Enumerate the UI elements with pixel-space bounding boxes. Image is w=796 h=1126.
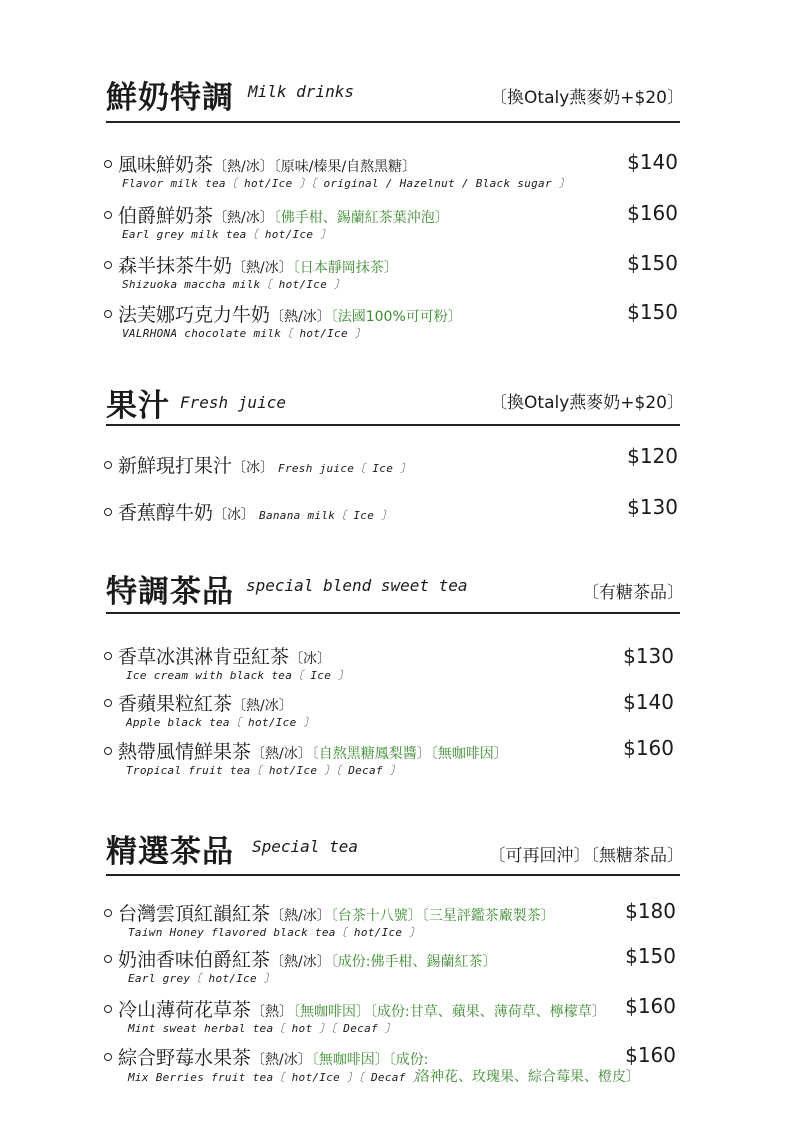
bullet-icon — [104, 699, 112, 707]
item-name-en: Ice cream with black tea〔 Ice 〕 — [126, 669, 350, 682]
item-name-en: VALRHONA chocolate milk〔 hot/Ice 〕 — [122, 327, 367, 340]
item-name: 奶油香味伯爵紅茶 — [118, 949, 271, 971]
item-option: 〔熱/冰〕 — [232, 698, 293, 714]
item-extra: 〔法國100%可可粉〕 — [330, 309, 462, 325]
item-option: 〔熱/冰〕 — [232, 260, 293, 276]
section-divider — [106, 121, 680, 123]
item-name: 香蕉醇牛奶 — [118, 502, 214, 524]
bullet-icon — [104, 747, 112, 755]
item-name-en: Mix Berries fruit tea〔 hot/Ice 〕〔 Decaf 〕 — [128, 1071, 424, 1084]
item-option: 〔冰〕 — [289, 651, 332, 667]
item-option: 〔熱〕 — [251, 1004, 294, 1020]
bullet-icon — [104, 310, 112, 318]
bullet-icon — [104, 160, 112, 168]
bullet-icon — [104, 211, 112, 219]
item-name-en: Flavor milk tea〔 hot/Ice 〕〔 original / Hazelnut / Black sugar 〕 — [122, 177, 571, 190]
item-price: $130 — [623, 644, 674, 668]
item-name: 風味鮮奶茶 — [118, 154, 214, 176]
section-note: 〔換Otaly燕麥奶+$20〕 — [490, 88, 684, 108]
item-name: 香蘋果粒紅茶 — [118, 693, 233, 715]
section-title-en: Special tea — [252, 837, 358, 856]
item-name: 香草冰淇淋肯亞紅茶 — [118, 646, 290, 668]
item-extra: 〔無咖啡因〕〔成份: — [311, 1052, 429, 1068]
section-divider — [106, 874, 680, 876]
bullet-icon — [104, 909, 112, 917]
section-title-en: Milk drinks — [248, 82, 354, 101]
bullet-icon — [104, 1005, 112, 1013]
item-name-en: Tropical fruit tea〔 hot/Ice 〕〔 Decaf 〕 — [126, 764, 402, 777]
item-extra: 〔無咖啡因〕〔成份:甘草、蘋果、薄荷草、檸檬草〕 — [293, 1004, 606, 1020]
item-price: $130 — [627, 495, 678, 519]
item-option: 〔熱/冰〕 — [270, 309, 331, 325]
section-title: 精選茶品 — [106, 834, 234, 870]
item-name: 森半抹茶牛奶 — [118, 255, 233, 277]
item-option: 〔冰〕 — [232, 460, 275, 476]
item-name: 台灣雲頂紅韻紅茶 — [118, 903, 271, 925]
item-name-en: Fresh juice〔 Ice 〕 — [278, 462, 412, 475]
bullet-icon — [104, 955, 112, 963]
item-name: 熱帶風情鮮果茶 — [118, 741, 252, 763]
item-option: 〔熱/冰〕 — [270, 908, 331, 924]
item-option: 〔熱/冰〕 — [270, 954, 331, 970]
section-divider — [106, 612, 680, 614]
section-note: 〔換Otaly燕麥奶+$20〕 — [490, 393, 684, 413]
section-divider — [106, 424, 680, 426]
item-price: $140 — [623, 690, 674, 714]
item-option: 〔熱/冰〕 — [213, 210, 274, 226]
item-name-en: Banana milk〔 Ice 〕 — [259, 509, 393, 522]
item-name: 伯爵鮮奶茶 — [118, 205, 214, 227]
item-option: 〔熱/冰〕 — [251, 1052, 312, 1068]
item-name-en: Mint sweat herbal tea〔 hot 〕〔 Decaf 〕 — [128, 1022, 397, 1035]
bullet-icon — [104, 1053, 112, 1061]
section-note: 〔有糖茶品〕 — [582, 583, 684, 603]
item-extra: 〔原味/榛果/自熬黑糖〕 — [273, 159, 417, 175]
section-note: 〔可再回沖〕〔無糖茶品〕 — [488, 846, 684, 866]
bullet-icon — [104, 261, 112, 269]
item-price: $160 — [627, 201, 678, 225]
item-name: 綜合野莓水果茶 — [118, 1047, 252, 1069]
section-title: 果汁 — [106, 388, 170, 424]
item-price: $150 — [627, 300, 678, 324]
item-price: $150 — [627, 251, 678, 275]
item-option: 〔冰〕 — [213, 507, 256, 523]
item-extra: 〔日本靜岡抹茶〕 — [292, 260, 398, 276]
item-price: $120 — [627, 444, 678, 468]
item-extra: 〔佛手柑、錫蘭紅茶葉沖泡〕 — [273, 210, 449, 226]
item-name: 新鮮現打果汁 — [118, 455, 233, 477]
bullet-icon — [104, 461, 112, 469]
section-title-en: Fresh juice — [180, 393, 286, 412]
item-price: $160 — [625, 1043, 676, 1067]
item-extra-continued: 洛神花、玫瑰果、綜合莓果、橙皮〕 — [416, 1069, 640, 1085]
item-name-en: Apple black tea〔 hot/Ice 〕 — [126, 716, 315, 729]
item-name-en: Earl grey milk tea〔 hot/Ice 〕 — [122, 228, 332, 241]
item-name-en: Taiwn Honey flavored black tea〔 hot/Ice 〕 — [128, 926, 421, 939]
item-price: $180 — [625, 899, 676, 923]
item-price: $160 — [623, 736, 674, 760]
item-price: $160 — [625, 994, 676, 1018]
item-extra: 〔自熬黑糖鳳梨醬〕〔無咖啡因〕 — [311, 746, 508, 762]
bullet-icon — [104, 508, 112, 516]
bullet-icon — [104, 652, 112, 660]
item-price: $150 — [625, 944, 676, 968]
item-option: 〔熱/冰〕 — [213, 159, 274, 175]
section-title: 鮮奶特調 — [106, 80, 234, 116]
item-name: 冷山薄荷花草茶 — [118, 999, 252, 1021]
item-option: 〔熱/冰〕 — [251, 746, 312, 762]
section-title-en: special blend sweet tea — [246, 576, 468, 595]
item-name-en: Earl grey〔 hot/Ice 〕 — [128, 972, 276, 985]
item-extra: 〔台茶十八號〕〔三星評鑑茶廠製茶〕 — [330, 908, 555, 924]
item-extra: 〔成份:佛手柑、錫蘭紅茶〕 — [330, 954, 497, 970]
item-name: 法芙娜巧克力牛奶 — [118, 304, 271, 326]
item-price: $140 — [627, 150, 678, 174]
section-title: 特調茶品 — [106, 574, 234, 610]
item-name-en: Shizuoka maccha milk〔 hot/Ice 〕 — [122, 278, 346, 291]
